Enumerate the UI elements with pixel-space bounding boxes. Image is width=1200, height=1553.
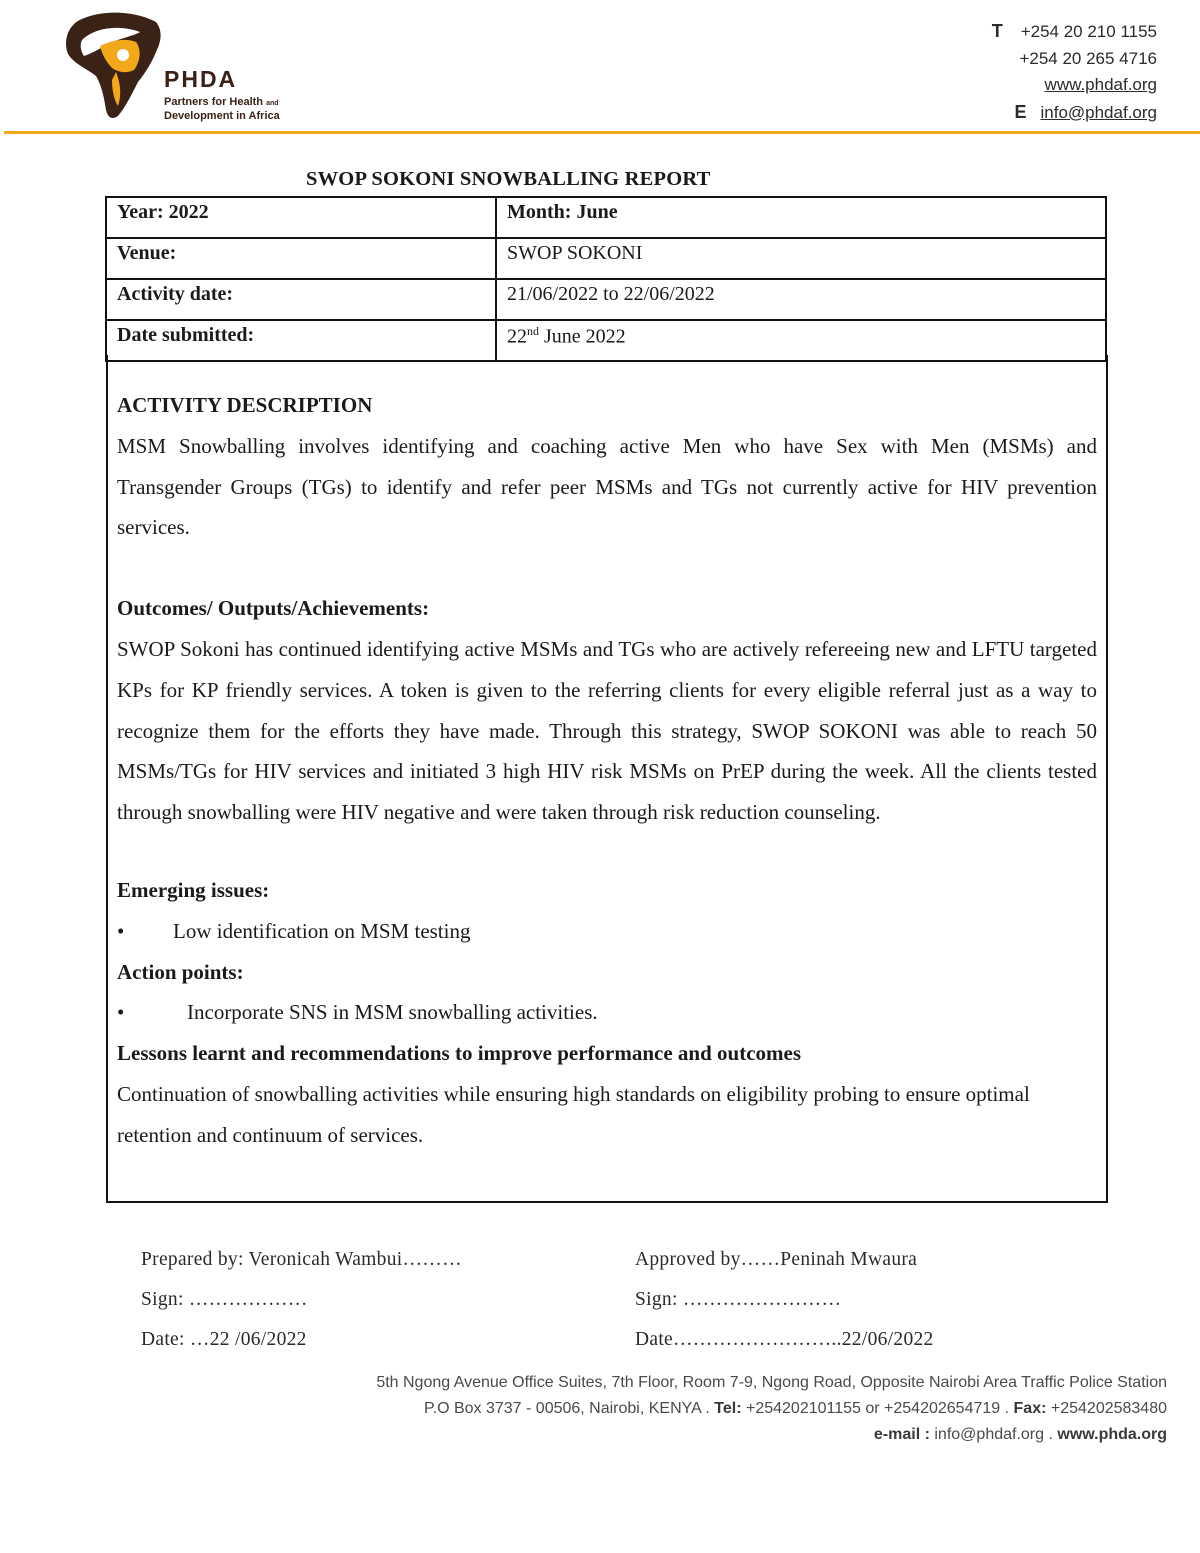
contact-phone2-row (897, 46, 1157, 73)
report-info-table (105, 196, 1107, 362)
logo-tagline-and: and (266, 100, 279, 107)
logo-tagline-line1: Partners for Health (164, 96, 264, 108)
date-submitted-day: 22 (507, 325, 527, 348)
logo-tagline-line2: Development in Africa (164, 110, 280, 122)
date-submitted-label: Date submitted: (106, 320, 496, 361)
month-cell: Month: June (496, 197, 1106, 238)
activity-text: MSM Snowballing involves identifying and coaching active Men who have Sex with Men (MSMs) and Transgender Groups (TGs) to identify and refer peer MSMs and TGs not currently active for HIV prevention services. (117, 433, 1097, 540)
table-row (106, 279, 1106, 320)
footer-po-box: P.O Box 3737 - 00506, Nairobi, KENYA (424, 1400, 701, 1417)
report-body (117, 385, 1097, 1156)
date-submitted-suffix: nd (527, 324, 539, 338)
action-item: Incorporate SNS in MSM snowballing activities. (187, 1000, 598, 1025)
bullet-icon: • (117, 918, 125, 943)
bullet-icon: • (117, 1000, 125, 1025)
contact-phone1: +254 20 210 1155 (1020, 22, 1157, 41)
footer-address: 5th Ngong Avenue Office Suites, 7th Floor, Room 7-9, Ngong Road, Opposite Nairobi Area Traffic Police Station (376, 1374, 1167, 1391)
activity-date-value: 21/06/2022 to 22/06/2022 (496, 279, 1106, 320)
email-label: E (1014, 101, 1027, 122)
contact-website-row (897, 72, 1157, 99)
contact-phone2: +254 20 265 4716 (1019, 48, 1157, 68)
date-submitted-rest: June 2022 (539, 325, 626, 348)
activity-date-label: Activity date: (106, 279, 496, 320)
contact-email-row (897, 99, 1157, 127)
report-title: SWOP SOKONI SNOWBALLING REPORT (306, 168, 711, 190)
lessons-heading: Lessons learnt and recommendations to improve performance and outcomes (117, 1041, 802, 1066)
approved-date: Date……………………..22/06/2022 (635, 1329, 934, 1350)
footer-web[interactable]: www.phda.org (1057, 1426, 1167, 1443)
action-heading: Action points: (117, 959, 244, 984)
africa-map-logo-icon (60, 10, 170, 122)
logo-name: PHDA (164, 66, 238, 92)
outcomes-text: SWOP Sokoni has continued identifying active MSMs and TGs who are actively refereeing new and LFTU targeted KPs for KP friendly services. A token is given to the referring clients for every eligible referral just as a way to recognize them for the efforts they have made. Through this strategy, SWOP SOKONI was able to reach 50 MSMs/TGs for HIV services and initiated 3 high HIV risk MSMs on PrEP during the week. All the clients tested through snowballing were HIV negative and were taken through risk reduction counseling. (117, 636, 1097, 825)
contact-block (897, 18, 1157, 126)
emerging-heading: Emerging issues: (117, 877, 270, 902)
table-row (106, 238, 1106, 279)
footer-email-label: e-mail : (873, 1426, 930, 1443)
emerging-item: Low identification on MSM testing (173, 918, 471, 943)
footer-tel: +254202101155 or +254202654719 (745, 1400, 1001, 1417)
list-item (117, 992, 1097, 1033)
prepared-by-block (141, 1240, 462, 1360)
approved-by-block (635, 1240, 934, 1360)
year-cell: Year: 2022 (106, 197, 496, 238)
outcomes-heading: Outcomes/ Outputs/Achievements: (117, 596, 430, 621)
venue-value: SWOP SOKONI (496, 238, 1106, 279)
footer-contact-line: P.O Box 3737 - 00506, Nairobi, KENYA . Tel: +254202101155 or +254202654719 . Fax: +254202583480 (424, 1400, 1167, 1417)
page-footer (376, 1370, 1167, 1448)
venue-label: Venue: (106, 238, 496, 279)
table-row (106, 197, 1106, 238)
contact-phone1-row (897, 18, 1157, 46)
email-link[interactable]: info@phdaf.org (1040, 102, 1157, 122)
prepared-sign: Sign: ……………… (141, 1289, 308, 1310)
footer-email[interactable]: info@phdaf.org (934, 1426, 1045, 1443)
approved-sign: Sign: …………………… (635, 1289, 842, 1310)
lessons-text: Continuation of snowballing activities while ensuring high standards on eligibility probing to ensure optimal retention and continuum of services. (117, 1081, 1030, 1147)
prepared-date: Date: …22 /06/2022 (141, 1329, 307, 1350)
footer-web-line: e-mail : info@phdaf.org . www.phda.org (873, 1426, 1167, 1443)
footer-tel-label: Tel: (714, 1400, 742, 1417)
approved-by: Approved by……Peninah Mwaura (635, 1249, 918, 1270)
header-divider (4, 131, 1200, 134)
list-item (117, 911, 1097, 952)
activity-heading: ACTIVITY DESCRIPTION (117, 393, 373, 417)
prepared-by: Prepared by: Veronicah Wambui……… (141, 1249, 462, 1270)
logo-tagline (164, 96, 280, 123)
website-link[interactable]: www.phdaf.org (1044, 75, 1157, 94)
phone-label: T (991, 21, 1003, 41)
footer-fax: +254202583480 (1050, 1400, 1167, 1417)
footer-fax-label: Fax: (1013, 1400, 1047, 1417)
phda-logo (60, 10, 320, 122)
